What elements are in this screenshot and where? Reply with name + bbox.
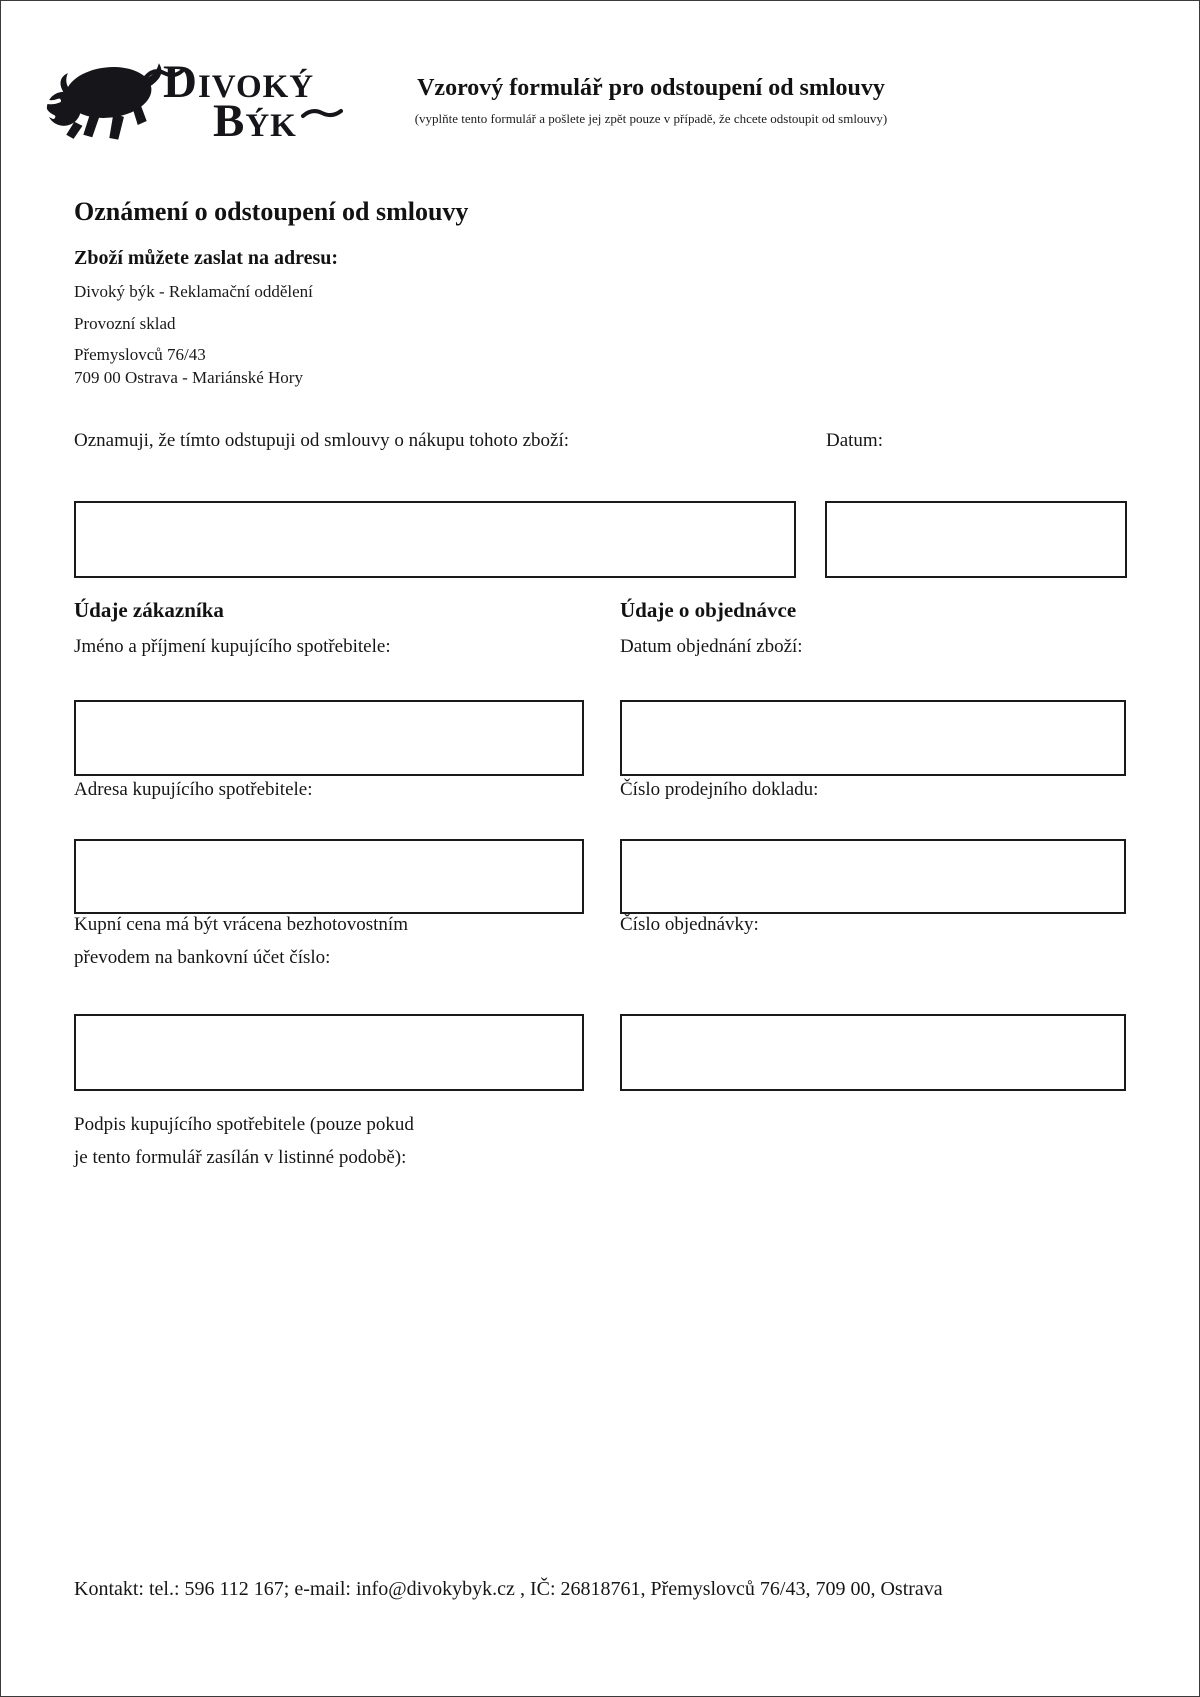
goods-description-field[interactable] (74, 501, 796, 578)
order-number-label: Číslo objednávky: (620, 914, 759, 935)
customer-section-heading: Údaje zákazníka (74, 598, 224, 622)
return-address-line: Provozní sklad (74, 314, 176, 333)
logo-swash-right-icon (301, 107, 343, 121)
receipt-number-field[interactable] (620, 839, 1126, 914)
customer-name-field[interactable] (74, 700, 584, 776)
return-address-line: Přemyslovců 76/43 (74, 345, 206, 364)
receipt-number-label: Číslo prodejního dokladu: (620, 779, 819, 800)
order-date-field[interactable] (620, 700, 1126, 776)
refund-account-label-line1: Kupní cena má být vrácena bezhotovostním (74, 914, 408, 935)
signature-label-line2: je tento formulář zasílán v listinné podobě): (74, 1147, 407, 1168)
return-address-line: 709 00 Ostrava - Mariánské Hory (74, 368, 303, 387)
customer-address-label: Adresa kupujícího spotřebitele: (74, 779, 313, 800)
order-section-heading: Údaje o objednávce (620, 598, 797, 622)
footer-contact-line: Kontakt: tel.: 596 112 167; e-mail: info@divokybyk.cz , IČ: 26818761, Přemyslovců 76/43, 709 00, Ostrava (74, 1578, 943, 1600)
date-label: Datum: (826, 430, 883, 451)
customer-name-label: Jméno a příjmení kupujícího spotřebitele: (74, 636, 391, 657)
customer-address-field[interactable] (74, 839, 584, 914)
date-field[interactable] (825, 501, 1127, 578)
logo-wordmark-line1: Divoký (163, 56, 315, 108)
document-title: Vzorový formulář pro odstoupení od smlouvy (417, 75, 885, 101)
refund-account-label-line2: převodem na bankovní účet číslo: (74, 947, 331, 968)
notice-heading: Oznámení o odstoupení od smlouvy (74, 197, 469, 226)
bank-account-field[interactable] (74, 1014, 584, 1091)
order-date-label: Datum objednání zboží: (620, 636, 803, 657)
return-address-heading: Zboží můžete zaslat na adresu: (74, 247, 339, 269)
return-address-line: Divoký býk - Reklamační oddělení (74, 282, 313, 301)
logo-wordmark-line2: Býk (213, 95, 297, 147)
logo-swash-left-icon (144, 67, 184, 81)
signature-label-line1: Podpis kupujícího spotřebitele (pouze pokud (74, 1114, 414, 1135)
order-number-field[interactable] (620, 1014, 1126, 1091)
document-subtitle: (vyplňte tento formulář a pošlete jej zpět pouze v případě, že chcete odstoupit od smlouvy) (414, 111, 888, 126)
withdrawal-statement-label: Oznamuji, že tímto odstupuji od smlouvy o nákupu tohoto zboží: (74, 430, 570, 451)
